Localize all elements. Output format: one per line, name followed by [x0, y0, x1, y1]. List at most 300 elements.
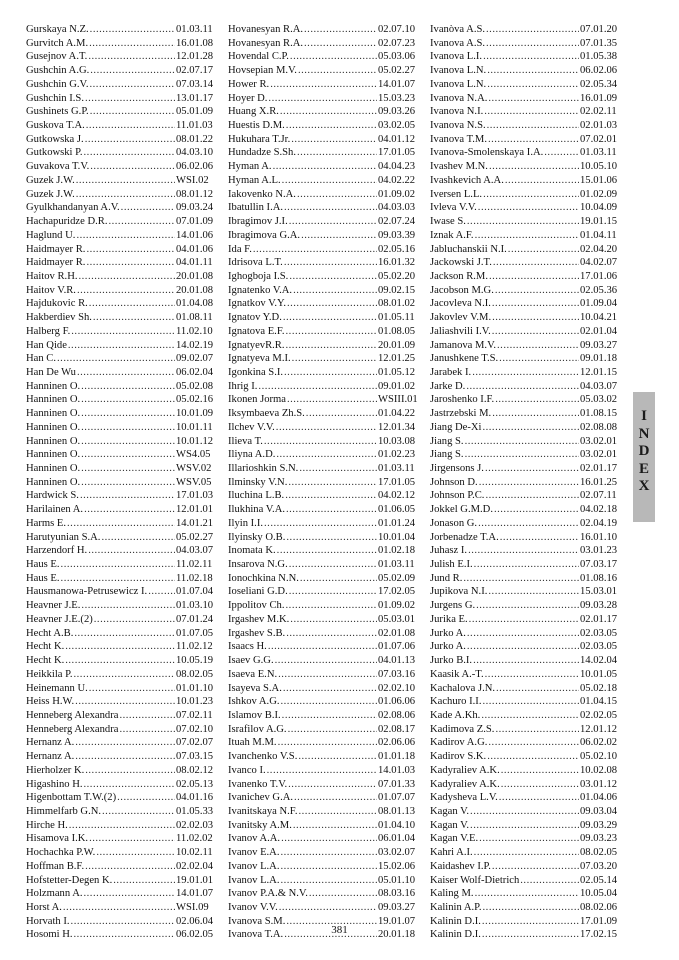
index-entry [430, 243, 626, 257]
abstract-reference: 02.07.11 [580, 490, 617, 502]
dot-leader [478, 517, 579, 531]
author-name: Jiang De-Xi [430, 421, 482, 433]
abstract-reference: 04.04.23 [378, 161, 416, 173]
author-name: Kachalova J.N. [430, 682, 496, 694]
abstract-reference: 07.02.10 [176, 723, 214, 735]
index-entry [430, 695, 626, 709]
abstract-reference: 01.08.16 [580, 572, 618, 584]
abstract-reference: 02.02.11 [580, 106, 617, 118]
author-name: Isaacs H. [228, 641, 267, 653]
dot-leader [486, 37, 579, 51]
abstract-reference: 08.01.13 [378, 805, 416, 817]
abstract-reference: 02.03.05 [580, 627, 618, 639]
index-entry [430, 640, 626, 654]
author-name: Ivanov L.A. [228, 874, 280, 886]
abstract-reference: 01.07.05 [176, 627, 214, 639]
abstract-reference: 02.05.36 [580, 284, 618, 296]
index-entry [430, 133, 626, 147]
abstract-reference: 01.02.23 [378, 449, 416, 461]
index-entry [228, 243, 424, 257]
index-entry [26, 229, 222, 243]
index-entry [26, 503, 222, 517]
dot-leader [479, 832, 579, 846]
dot-leader [81, 462, 175, 476]
author-name: Hanninen O. [26, 421, 81, 433]
abstract-reference: 20.01.08 [176, 270, 214, 282]
author-name: Irgashev M.K. [228, 613, 290, 625]
index-entry [26, 37, 222, 51]
abstract-reference: 08.02.05 [176, 668, 214, 680]
author-name: Jorbenadze T.A. [430, 531, 499, 543]
abstract-reference: 03.02.01 [580, 449, 618, 461]
index-entry [26, 407, 222, 421]
dot-leader [487, 78, 579, 92]
abstract-reference: 02.05.14 [580, 874, 618, 886]
dot-leader [282, 709, 377, 723]
abstract-reference: 01.07.06 [378, 641, 416, 653]
dot-leader [485, 462, 579, 476]
dot-leader [467, 640, 579, 654]
abstract-reference: 07.03.16 [378, 668, 416, 680]
abstract-reference: 02.05.16 [378, 243, 416, 255]
abstract-reference: 06.01.04 [378, 833, 416, 845]
index-entry [430, 599, 626, 613]
index-entry [26, 654, 222, 668]
dot-leader [285, 489, 377, 503]
dot-leader [288, 778, 377, 792]
index-tab-letter: I [641, 408, 647, 424]
abstract-reference: WSV.02 [176, 463, 212, 474]
author-name: Janushkene T.S. [430, 353, 499, 365]
author-name: Inomata K. [228, 545, 276, 557]
dot-leader [85, 860, 175, 874]
dot-leader [287, 297, 377, 311]
dot-leader [89, 832, 175, 846]
index-entry [228, 201, 424, 215]
dot-leader [85, 92, 175, 106]
index-entry [430, 558, 626, 572]
dot-leader [76, 174, 175, 188]
abstract-reference: 01.04.15 [580, 696, 618, 708]
abstract-reference: 04.01.11 [176, 257, 213, 269]
dot-leader [492, 860, 579, 874]
dot-leader [499, 352, 579, 366]
dot-leader [483, 901, 579, 915]
author-name: Hecht A.B. [26, 627, 74, 639]
author-name: Jirgensons J. [430, 463, 484, 474]
index-entry [26, 160, 222, 174]
index-entry [228, 352, 424, 366]
abstract-reference: 09.03.28 [580, 600, 618, 612]
abstract-reference: 01.03.11 [378, 559, 415, 571]
abstract-reference: 05.01.10 [378, 874, 416, 886]
index-tab-letter: D [638, 443, 650, 459]
abstract-reference: 17.02.05 [378, 586, 416, 598]
index-entry [430, 654, 626, 668]
abstract-reference: 04.01.16 [176, 792, 214, 804]
author-name: Hernanz A. [26, 737, 75, 749]
dot-leader [90, 78, 176, 92]
index-entry [430, 544, 626, 558]
index-entry [228, 462, 424, 476]
abstract-reference: 04.02.22 [378, 174, 416, 186]
author-name: Jurika E. [430, 613, 468, 625]
index-entry [26, 311, 222, 325]
abstract-reference: 08.02.05 [580, 847, 618, 859]
author-name: Ivanitskaya N.F. [228, 805, 298, 817]
abstract-reference: 08.02.06 [580, 902, 618, 913]
author-name: Kadyraliev A.K. [430, 778, 500, 790]
index-entry [26, 393, 222, 407]
dot-leader [61, 572, 175, 586]
index-entry [228, 860, 424, 874]
dot-leader [483, 188, 579, 202]
index-entry [228, 682, 424, 696]
index-entry [430, 585, 626, 599]
dot-leader [486, 23, 579, 37]
index-entry [430, 736, 626, 750]
abstract-reference: 05.02.27 [378, 65, 416, 77]
index-entry [26, 778, 222, 792]
abstract-reference: 05.03.02 [580, 394, 618, 406]
author-name: Ignatova E.F. [228, 325, 285, 337]
dot-leader [298, 805, 377, 819]
index-entry [228, 613, 424, 627]
index-entry [26, 832, 222, 846]
author-name: Kaidashev I.P. [430, 860, 491, 872]
abstract-reference: 02.07.24 [378, 216, 416, 228]
author-name: Jaliashvili I.V. [430, 325, 491, 337]
author-name: Hoffman B.F. [26, 860, 85, 872]
author-name: Heikkila P. [26, 668, 73, 680]
index-entry [26, 489, 222, 503]
index-section-tab [633, 392, 655, 522]
dot-leader [81, 476, 175, 490]
abstract-reference: WSI.09 [176, 902, 209, 913]
index-entry [26, 874, 222, 888]
abstract-reference: 07.01.09 [176, 216, 214, 228]
dot-leader [290, 613, 377, 627]
dot-leader [289, 270, 377, 284]
abstract-reference: 10.02.11 [176, 847, 213, 859]
author-name: Harilainen A. [26, 504, 84, 516]
author-name: Hernanz A. [26, 751, 75, 763]
index-entry [430, 901, 626, 915]
abstract-reference: 09.03.27 [580, 339, 618, 351]
index-entry [228, 736, 424, 750]
index-entry [228, 517, 424, 531]
dot-leader [89, 297, 175, 311]
dot-leader [81, 380, 175, 394]
author-name: Ivanova L.N. [430, 78, 487, 90]
author-name: Higenbottam T.W.(2) [26, 792, 117, 804]
index-entry [228, 380, 424, 394]
abstract-reference: 14.01.07 [378, 78, 416, 90]
index-entry [26, 750, 222, 764]
index-entry [228, 270, 424, 284]
author-name: Gushinets G.P. [26, 106, 89, 118]
index-entry [228, 668, 424, 682]
abstract-reference: 05.03.01 [378, 613, 416, 625]
abstract-reference: 05.02.16 [176, 394, 214, 406]
dot-leader [275, 654, 377, 668]
index-entry [430, 352, 626, 366]
abstract-reference: 01.04.11 [580, 229, 617, 241]
dot-leader [79, 270, 176, 284]
author-name: Hukuhara T.Jr. [228, 133, 291, 145]
dot-leader [90, 64, 175, 78]
dot-leader [264, 517, 377, 531]
abstract-reference: 07.01.33 [378, 778, 416, 790]
index-entry [430, 723, 626, 737]
author-name: Hoyer D. [228, 92, 268, 104]
index-entry [26, 709, 222, 723]
dot-leader [487, 750, 579, 764]
author-name: Hyman A. [228, 161, 272, 173]
index-entry [26, 819, 222, 833]
dot-leader [84, 503, 175, 517]
author-name: Ivanova S.M. [228, 915, 286, 927]
index-entry [26, 366, 222, 380]
abstract-reference: 09.02.07 [176, 353, 214, 365]
abstract-reference: WSIII.01 [378, 394, 418, 406]
abstract-reference: 06.02.04 [176, 366, 214, 378]
dot-leader [467, 627, 579, 641]
dot-leader [279, 901, 377, 915]
dot-leader [68, 339, 175, 353]
abstract-reference: 10.02.08 [580, 764, 618, 776]
abstract-reference: 11.02.10 [176, 325, 213, 337]
author-name: Jund R. [430, 572, 463, 584]
dot-leader [482, 695, 579, 709]
abstract-reference: 05.02.27 [176, 531, 214, 543]
dot-leader [75, 736, 175, 750]
abstract-reference: 07.01.20 [580, 24, 618, 35]
abstract-reference: 01.03.11 [378, 463, 415, 474]
dot-leader [69, 819, 175, 833]
dot-leader [501, 778, 579, 792]
index-entry [228, 421, 424, 435]
abstract-reference: 16.01.09 [580, 92, 618, 104]
author-name: Jiang S. [430, 435, 464, 447]
author-name: IgnatyevR.R. [228, 339, 285, 351]
dot-leader [293, 819, 377, 833]
dot-leader [283, 311, 377, 325]
index-entry [430, 503, 626, 517]
dot-leader [71, 325, 175, 339]
dot-leader [81, 435, 175, 449]
author-name: Horst A. [26, 902, 62, 913]
dot-leader [304, 23, 377, 37]
dot-leader [76, 188, 175, 202]
index-entry [26, 256, 222, 270]
index-entry [228, 805, 424, 819]
author-name: Hovendal C.P. [228, 51, 289, 63]
index-entry [228, 723, 424, 737]
author-name: Iksymbaeva Zh.S. [228, 408, 305, 420]
index-entry [430, 366, 626, 380]
index-entry [228, 215, 424, 229]
dot-leader [86, 119, 175, 133]
abstract-reference: 15.01.06 [580, 174, 618, 186]
author-name: Hundadze S.Sh. [228, 147, 296, 159]
author-name: Kadysheva L.V. [430, 792, 498, 804]
abstract-reference: 03.02.07 [378, 847, 416, 859]
abstract-reference: 10.05.10 [580, 161, 618, 173]
dot-leader [489, 270, 579, 284]
dot-leader [270, 78, 377, 92]
author-name: Ignatenko V.A. [228, 284, 293, 296]
index-entry [26, 682, 222, 696]
dot-leader [121, 201, 175, 215]
abstract-reference: 17.01.05 [378, 147, 416, 159]
dot-leader [101, 531, 175, 545]
dot-leader [268, 640, 377, 654]
dot-leader [489, 160, 579, 174]
dot-leader [65, 654, 175, 668]
index-entry [26, 119, 222, 133]
index-entry [26, 23, 222, 37]
index-entry [228, 50, 424, 64]
abstract-reference: 19.01.01 [176, 874, 214, 886]
index-entry [26, 901, 222, 915]
dot-leader [544, 146, 579, 160]
abstract-reference: 07.02.01 [580, 133, 618, 145]
abstract-reference: 02.02.05 [580, 709, 618, 721]
author-name: Haidmayer R. [26, 257, 86, 269]
abstract-reference: 17.01.05 [378, 476, 416, 488]
dot-leader [281, 832, 377, 846]
index-entry [26, 517, 222, 531]
author-name: Jarke D. [430, 380, 466, 392]
dot-leader [278, 668, 377, 682]
author-name: Han C. [26, 353, 57, 365]
index-entry [228, 64, 424, 78]
dot-leader [294, 791, 377, 805]
abstract-reference: 11.02.11 [176, 559, 213, 571]
dot-leader [487, 64, 579, 78]
author-name: Haitov R.H. [26, 270, 78, 282]
index-entry [26, 531, 222, 545]
abstract-reference: 15.02.06 [378, 860, 416, 872]
author-name: Hosomi H. [26, 929, 73, 941]
dot-leader [284, 366, 377, 380]
index-entry [26, 215, 222, 229]
dot-leader [280, 874, 377, 888]
abstract-reference: 01.03.10 [176, 600, 214, 612]
abstract-reference: 02.01.17 [580, 613, 618, 625]
index-entry [26, 297, 222, 311]
abstract-reference: 12.01.01 [176, 504, 214, 516]
abstract-reference: 01.09.04 [580, 298, 618, 310]
author-name: Ivanov E.A. [228, 847, 280, 859]
index-entry [26, 174, 222, 188]
index-entry [26, 613, 222, 627]
author-name: Hanninen O. [26, 380, 81, 392]
index-entry [26, 723, 222, 737]
index-entry [26, 105, 222, 119]
dot-leader [470, 805, 579, 819]
index-entry [430, 325, 626, 339]
author-name: Kagan V.E. [430, 833, 479, 845]
author-name: Kadirov S.K. [430, 751, 487, 763]
abstract-reference: 11.02.02 [176, 833, 213, 845]
dot-leader [84, 887, 176, 901]
index-entry [228, 901, 424, 915]
index-entry [26, 627, 222, 641]
abstract-reference: WSV.05 [176, 476, 212, 488]
dot-leader [492, 297, 579, 311]
author-name: Gyulkhandanyan A.V. [26, 202, 120, 214]
index-entry [26, 668, 222, 682]
index-entry [26, 92, 222, 106]
dot-leader [94, 613, 175, 627]
index-entry [26, 640, 222, 654]
abstract-reference: 09.02.15 [378, 284, 416, 296]
author-name: Huang X.R. [228, 106, 279, 118]
author-name: Jaroshenko I.F. [430, 394, 495, 406]
index-entry [430, 805, 626, 819]
dot-leader [284, 201, 377, 215]
abstract-reference: 14.01.03 [378, 764, 416, 776]
index-entry [430, 435, 626, 449]
index-entry [430, 531, 626, 545]
index-entry [228, 599, 424, 613]
dot-leader [476, 599, 579, 613]
dot-leader [300, 572, 377, 586]
author-name: Hirche H. [26, 819, 68, 831]
index-entry [430, 393, 626, 407]
index-entry [26, 380, 222, 394]
index-entry [430, 311, 626, 325]
author-name: Hanninen O. [26, 394, 81, 406]
abstract-reference: 01.04.22 [378, 408, 416, 420]
dot-leader [148, 585, 175, 599]
author-name: Ivanitsky A.M. [228, 819, 292, 831]
author-name: Ishkov A.G. [228, 696, 280, 708]
abstract-reference: 01.01.24 [378, 517, 416, 529]
abstract-reference: 08.01.12 [176, 188, 214, 200]
author-name: Jupikova N.I. [430, 586, 488, 598]
author-name: Hyman A.L. [228, 174, 281, 186]
author-name: Isaeva E.N. [228, 668, 278, 680]
abstract-reference: 01.07.04 [176, 586, 214, 598]
index-entry [228, 448, 424, 462]
abstract-reference: 01.09.02 [378, 188, 416, 200]
index-entry [26, 339, 222, 353]
index-entry [430, 476, 626, 490]
dot-leader [77, 284, 175, 298]
abstract-reference: 17.01.06 [580, 270, 618, 282]
dot-leader [287, 393, 377, 407]
index-entry [430, 709, 626, 723]
abstract-reference: 04.01.06 [176, 243, 214, 255]
dot-leader [284, 256, 377, 270]
dot-leader [86, 256, 175, 270]
author-name: Kalinin D.I. [430, 915, 481, 927]
abstract-reference: 02.08.06 [378, 709, 416, 721]
dot-leader [492, 407, 579, 421]
dot-leader [289, 585, 377, 599]
author-name: Ippolitov Ch. [228, 600, 285, 612]
index-entry [228, 887, 424, 901]
dot-leader [117, 791, 175, 805]
abstract-reference: 14.01.06 [176, 229, 214, 241]
abstract-reference: 04.03.03 [378, 202, 416, 214]
abstract-reference: 05.02.08 [176, 380, 214, 392]
dot-leader [484, 105, 579, 119]
index-tab-letter: E [638, 460, 649, 477]
